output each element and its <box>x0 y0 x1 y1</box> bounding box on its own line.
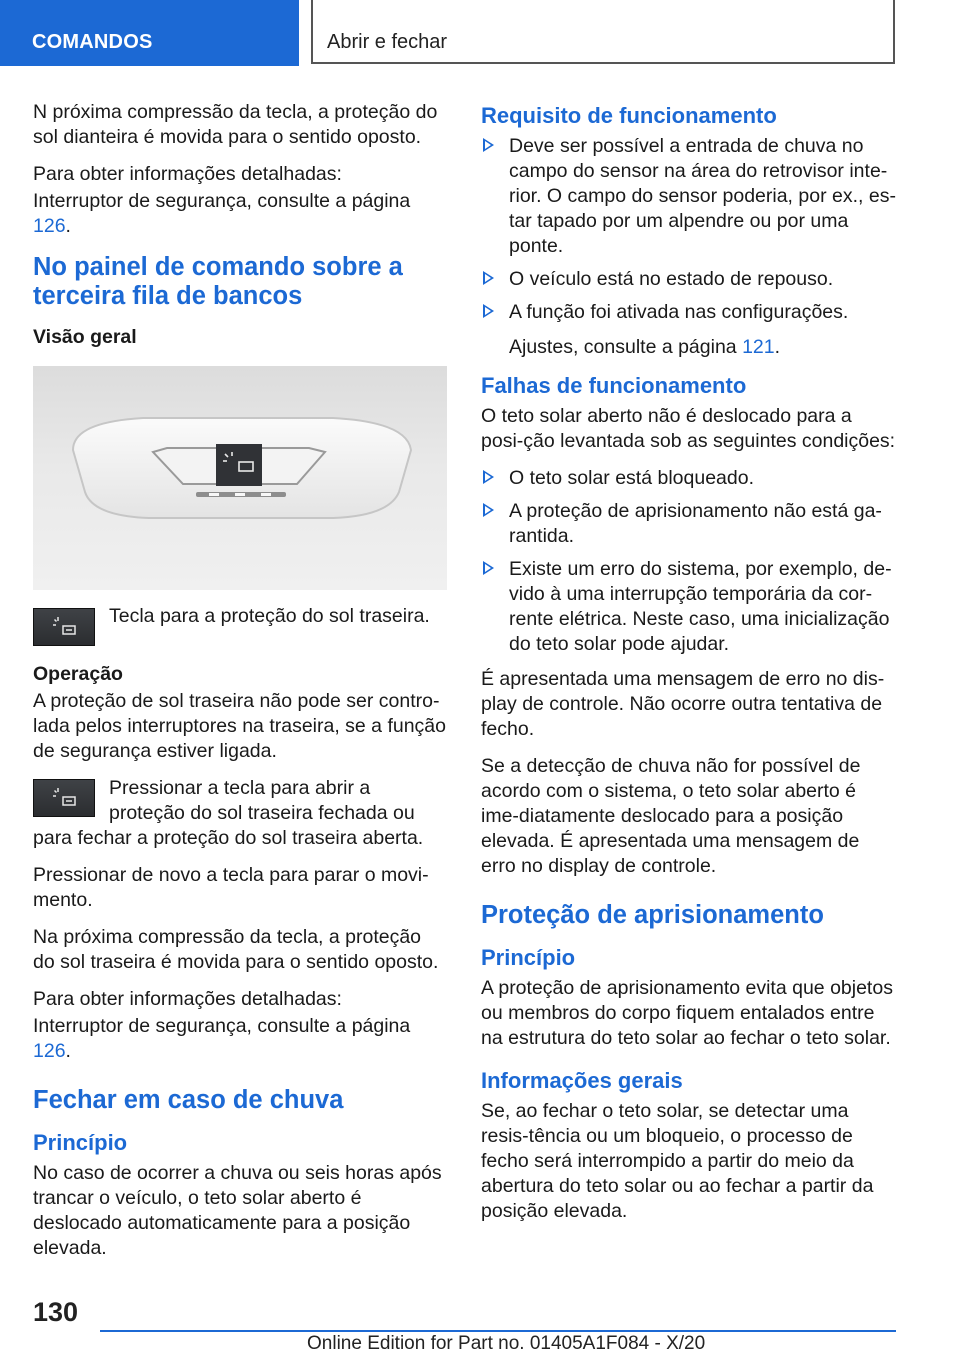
paragraph: No caso de ocorrer a chuva ou seis horas após trancar o veículo, o teto solar aberto é deslocado automaticamente para a posição elevada. <box>33 1162 442 1259</box>
list-item: O teto solar está bloqueado. <box>481 466 896 491</box>
page-link[interactable]: 126 <box>33 1040 66 1062</box>
paragraph: Pressionar a tecla para abrir a proteção do sol traseira fechada ou para fechar a proteção do sol traseira aberta. <box>33 777 424 849</box>
key-instruction <box>33 776 447 851</box>
subheading: Informações gerais <box>481 1068 683 1093</box>
list-item: A proteção de aprisionamento não está ga-rantida. <box>481 499 896 549</box>
page-link[interactable]: 126 <box>33 215 66 237</box>
subheading: Falhas de funcionamento <box>481 373 747 398</box>
paragraph: Ajustes, consulte a página 121. <box>509 336 781 358</box>
chapter-title: Abrir e fechar <box>311 0 895 64</box>
key-legend <box>33 604 447 648</box>
triangle-bullet-icon <box>483 138 494 152</box>
section-heading: No painel de comando sobre a terceira fila de bancos <box>33 253 403 310</box>
section-heading: Proteção de aprisionamento <box>481 901 824 929</box>
list-item: Deve ser possível a entrada de chuva no campo do sensor na área do retrovisor inte-rior. O campo do sensor poderia, por ex., es-tar tapado por um alpendre ou por uma ponte. <box>481 134 896 259</box>
paragraph: A proteção de aprisionamento evita que objetos ou membros do corpo fiquem entalados entre na estrutura do teto solar ao fechar o teto solar. <box>481 977 893 1049</box>
paragraph: Se a detecção de chuva não for possível de acordo com o sistema, o teto solar aberto é ime-diatamente deslocado para a posição elevada. É apresentada uma mensagem de erro no display de controle. <box>481 755 861 877</box>
failures-list <box>481 466 896 657</box>
paragraph: A proteção de sol traseira não pode ser contro-lada pelos interruptores na traseira, se a função de segurança estiver ligada. <box>33 690 446 762</box>
rear-sunblind-key-icon <box>33 608 95 646</box>
subheading: Princípio <box>33 1130 128 1155</box>
page-number: 130 <box>33 1297 79 1327</box>
page-header <box>0 0 960 66</box>
subheading: Operação <box>33 663 123 685</box>
paragraph: Interruptor de segurança, consulte a página 126. <box>33 190 411 237</box>
requirements-list <box>481 134 896 325</box>
subheading: Visão geral <box>33 326 137 348</box>
edition-text: Online Edition for Part no. 01405A1F084 - X/20 <box>307 1333 706 1354</box>
paragraph: N próxima compressão da tecla, a proteção do sol dianteira é movida para o sentido oposto. <box>33 101 438 148</box>
paragraph: Para obter informações detalhadas: <box>33 163 342 185</box>
key-caption: Tecla para a proteção do sol traseira. <box>109 605 430 627</box>
paragraph: O teto solar aberto não é deslocado para a posi-ção levantada sob as seguintes condições: <box>481 405 896 452</box>
section-tab: COMANDOS <box>0 0 299 66</box>
paragraph: Para obter informações detalhadas: <box>33 988 342 1010</box>
left-column <box>33 100 447 1273</box>
triangle-bullet-icon <box>483 470 494 484</box>
list-item: A função foi ativada nas configurações. <box>481 300 896 325</box>
paragraph: Interruptor de segurança, consulte a página 126. <box>33 1015 411 1062</box>
subheading: Requisito de funcionamento <box>481 103 777 128</box>
section-heading: Fechar em caso de chuva <box>33 1086 344 1114</box>
footer-divider <box>100 1330 896 1332</box>
triangle-bullet-icon <box>483 304 494 318</box>
paragraph: Se, ao fechar o teto solar, se detectar uma resis-tência ou um bloqueio, o processo de fecho será interrompido a partir do meio da abertura do teto solar ou ao fechar a partir da posição elevada. <box>481 1100 874 1222</box>
page-link[interactable]: 121 <box>742 336 775 358</box>
list-item: O veículo está no estado de repouso. <box>481 267 896 292</box>
triangle-bullet-icon <box>483 271 494 285</box>
paragraph: Pressionar de novo a tecla para parar o movi-mento. <box>33 864 429 911</box>
control-panel-photo <box>33 366 447 590</box>
triangle-bullet-icon <box>483 561 494 575</box>
rear-sunblind-key-icon <box>33 779 95 817</box>
right-column <box>481 100 896 1236</box>
list-item: Existe um erro do sistema, por exemplo, de-vido à uma interrupção temporária da cor-rente elétrica. Neste caso, uma inicialização do teto solar pode ajudar. <box>481 557 896 657</box>
paragraph: Na próxima compressão da tecla, a proteção do sol traseira é movida para o sentido oposto. <box>33 926 439 973</box>
paragraph: É apresentada uma mensagem de erro no dis-play de controle. Não ocorre outra tentativa de fecho. <box>481 668 885 740</box>
triangle-bullet-icon <box>483 503 494 517</box>
subheading: Princípio <box>481 945 576 970</box>
